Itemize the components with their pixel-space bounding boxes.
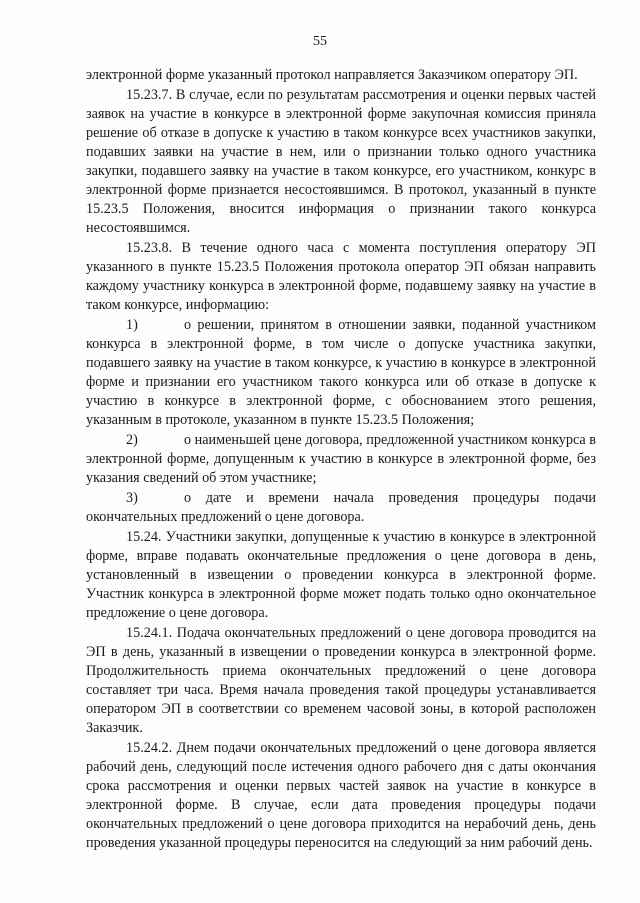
list-item-3 [86,489,596,527]
paragraph-continuation: электронной форме указанный протокол направляется Заказчиком оператору ЭП. [86,67,578,83]
list-item-1 [86,316,596,430]
list-item-2 [86,431,596,488]
list-item-number: 3) [126,490,138,506]
paragraph-15-24-2: 15.24.2. Днем подачи окончательных предложений о цене договора является рабочий день, следующий после истечения одного рабочего дня с даты окончания срока рассмотрения и оценки первых частей заявок на участие в конкурсе в электронной форме. В случае, если дата проведения процедуры подачи окончательных предложений о цене договора приходится на нерабочий день, день проведения указанной процедуры переносится на следующий за ним рабочий день. [86,740,596,851]
paragraph-15-24: 15.24. Участники закупки, допущенные к участию в конкурсе в электронной форме, вправе подавать окончательные предложения о цене договора в день, установленный в извещении о проведении конкурса в электронной форме. Участник конкурса в электронной форме может подать только одно окончательное предложение о цене договора. [86,529,596,621]
document-body [86,66,596,853]
list-item-number: 1) [126,317,138,333]
list-item-text: о решении, принятом в отношении заявки, поданной участником конкурса в электронной форме, в том числе о допуске участника закупки, подавшего заявку на участие в таком конкурсе, к участию в конкурсе в электронной форме и признании его участником такого конкурса или об отказе в допуске к участию в конкурсе в электронной форме, с обоснованием этого решения, указанным в протоколе, указанном в пункте 15.23.5 Положения; [86,317,596,428]
paragraph-15-23-8: 15.23.8. В течение одного часа с момента поступления оператору ЭП указанного в пункте 15.23.5 Положения протокола оператор ЭП обязан направить каждому участнику конкурса в электронной форме, подавшему заявку на участие в таком конкурсе, информацию: [86,240,596,313]
paragraph-15-23-7: 15.23.7. В случае, если по результатам рассмотрения и оценки первых частей заявок на участие в конкурсе в электронной форме закупочная комиссия приняла решение об отказе в допуске к участию в таком конкурсе всех участников закупки, подавших заявки на участие в нем, или о признании только одного участника закупки, подавшего заявку на участие в таком конкурсе, его участником, конкурс в электронной форме признается несостоявшимся. В протокол, указанный в пункте 15.23.5 Положения, вносится информация о признании такого конкурса несостоявшимся. [86,87,596,236]
page-number: 55 [313,34,327,49]
list-item-number: 2) [126,432,138,448]
list-item-text: о наименьшей цене договора, предложенной участником конкурса в электронной форме, допущенным к участию в конкурсе в электронной форме, без указания сведений об этом участнике; [86,432,596,486]
paragraph-15-24-1: 15.24.1. Подача окончательных предложений о цене договора проводится на ЭП в день, указанный в извещении о проведении конкурса в электронной форме. Продолжительность приема окончательных предложений о цене договора составляет три часа. Время начала проведения такой процедуры устанавливается оператором ЭП в соответствии со временем часовой зоны, в которой расположен Заказчик. [86,625,596,736]
list-item-text: о дате и времени начала проведения процедуры подачи окончательных предложений о цене договора. [86,490,596,525]
